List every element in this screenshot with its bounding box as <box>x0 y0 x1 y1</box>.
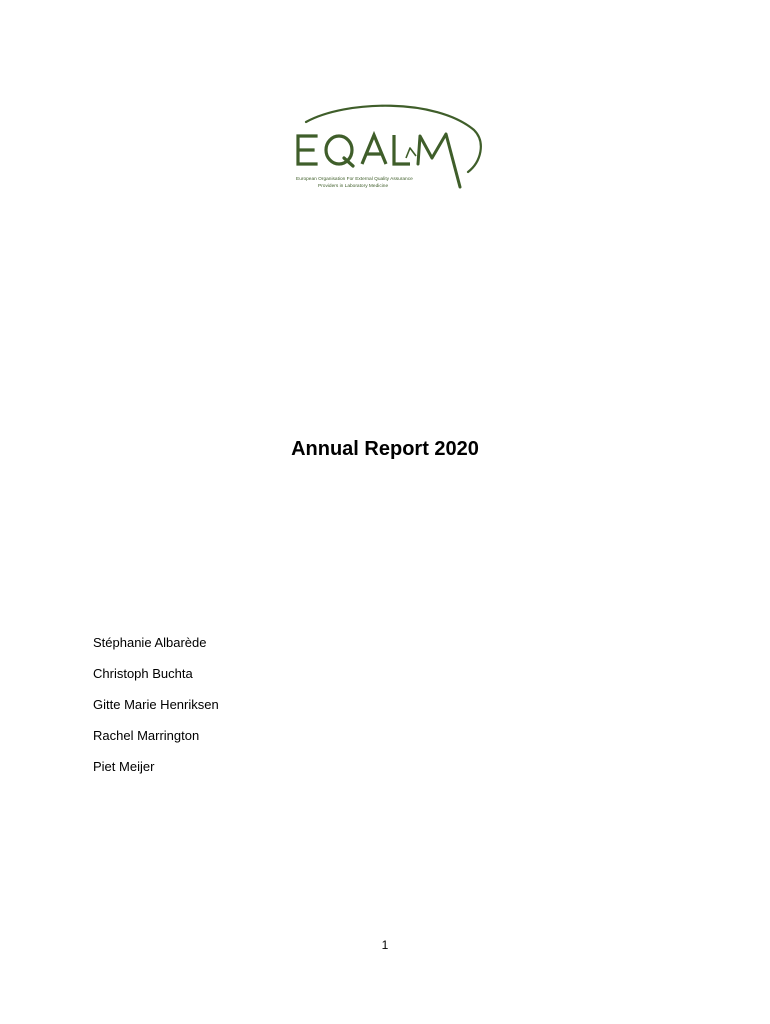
page-number: 1 <box>381 938 389 952</box>
logo-tagline-line1: European Organisation For External Quality Assurance <box>296 177 413 182</box>
logo-tagline-line2: Providers in Laboratory Medicine <box>318 184 389 189</box>
eqalm-logo <box>286 100 486 195</box>
author-name: Gitte Marie Henriksen <box>93 697 219 712</box>
document-title: Annual Report 2020 <box>291 438 479 460</box>
author-name: Christoph Buchta <box>93 666 193 681</box>
author-list <box>93 634 219 789</box>
author-name: Stéphanie Albarède <box>93 635 207 650</box>
author-name: Rachel Marrington <box>93 728 200 743</box>
author-name: Piet Meijer <box>93 759 155 774</box>
